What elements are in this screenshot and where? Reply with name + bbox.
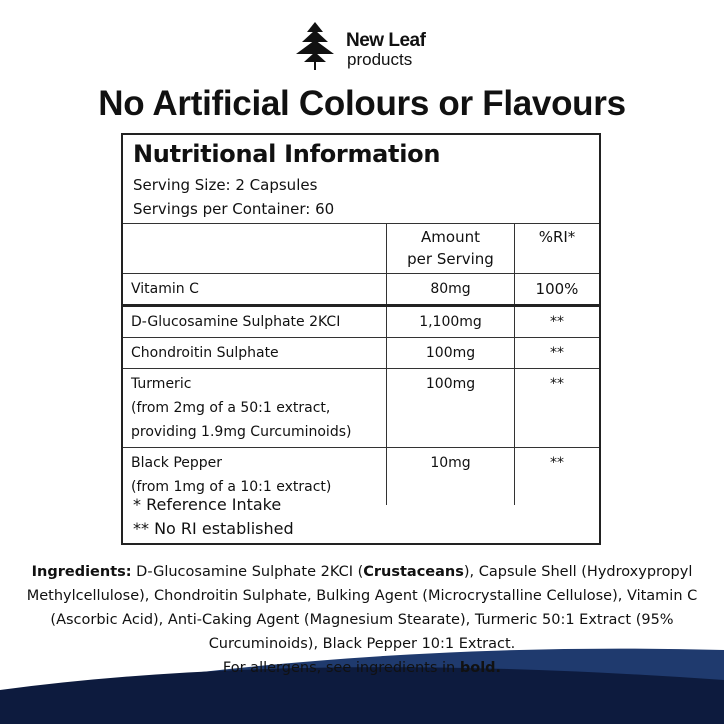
table-row: Chondroitin Sulphate 100mg ** [123, 338, 599, 369]
panel-title: Nutritional Information [133, 140, 441, 168]
table-row: Vitamin C 80mg 100% [123, 274, 599, 306]
brand-name: New Leaf [346, 30, 426, 51]
servings-per-container: Servings per Container: 60 [133, 200, 335, 218]
table-row: D-Glucosamine Sulphate 2KCI 1,100mg ** [123, 306, 599, 338]
footnotes: * Reference Intake ** No RI established [133, 495, 294, 538]
serving-size: Serving Size: 2 Capsules [133, 176, 318, 194]
table-row: Black Pepper (from 1mg of a 10:1 extract) 10mg ** [123, 448, 599, 506]
ingredients-text: Ingredients: D-Glucosamine Sulphate 2KCI (Crustaceans), Capsule Shell (Hydroxypropyl Methylcellulose), Chondroitin Sulphate, Bulking Agent (Microcrystalline Cellulose), Vitamin C (Ascorbic Acid), Anti-Caking Agent (Magnesium Stearate), Turmeric 50:1 Extract (95% Curcuminoids), Black Pepper 10:1 Extract. For allergens, see ingredients in bold. [26, 564, 698, 676]
page-title: No Artificial Colours or Flavours [98, 84, 626, 123]
brand-sub: products [347, 50, 413, 69]
table-row: Turmeric (from 2mg of a 50:1 extract, providing 1.9mg Curcuminoids) 100mg ** [123, 369, 599, 448]
col-ri-header: %RI* [515, 224, 600, 274]
col-amount-header: Amount per Serving [387, 224, 515, 274]
